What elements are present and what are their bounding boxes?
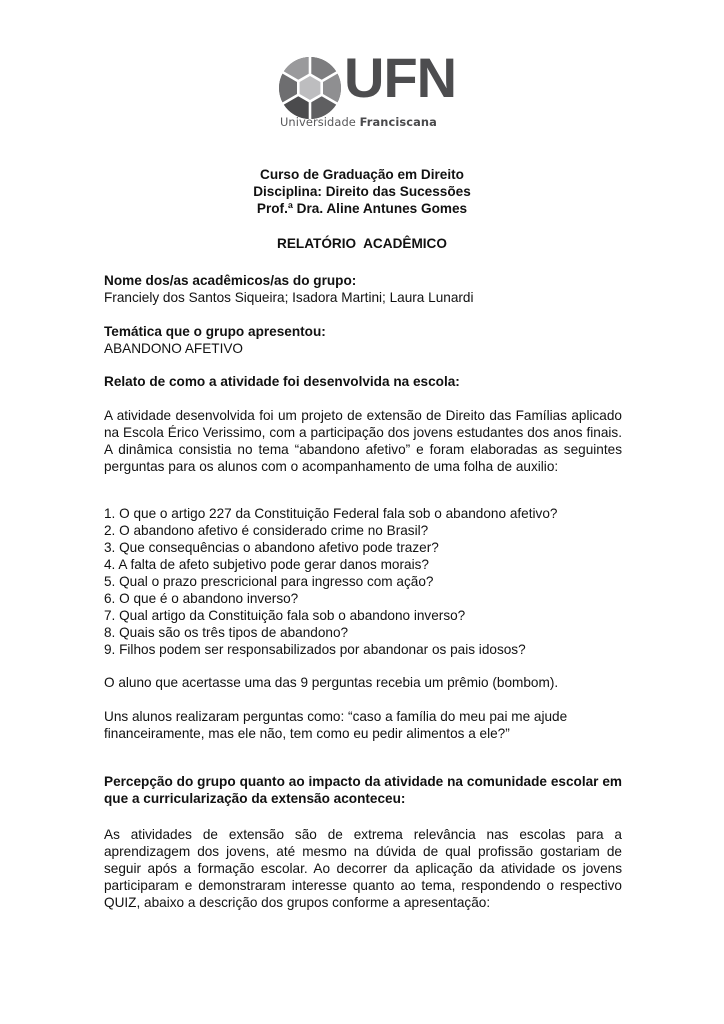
question-item: 5. Qual o prazo prescricional para ingresso com ação? — [104, 574, 434, 589]
activity-heading: Relato de como a atividade foi desenvolvida na escola: — [104, 374, 460, 389]
question-item: 6. O que é o abandono inverso? — [104, 591, 299, 606]
perception-heading: Percepção do grupo quanto ao impacto da atividade na comunidade escolar em que a curricularização da extensão aconteceu: — [104, 774, 622, 806]
theme-label: Temática que o grupo apresentou: — [104, 324, 326, 339]
course-name: Curso de Graduação em Direito — [260, 167, 464, 182]
professor-name: Prof.ª Dra. Aline Antunes Gomes — [256, 201, 468, 216]
questions-list — [104, 505, 622, 658]
logo-subtitle — [280, 115, 437, 129]
students-names: Franciely dos Santos Siqueira; Isadora Martini; Laura Lunardi — [104, 290, 474, 305]
discipline-name: Disciplina: Direito das Sucessões — [253, 184, 471, 199]
document-header — [0, 166, 724, 217]
logo-wordmark: UFN — [344, 46, 457, 109]
theme-section — [104, 323, 622, 357]
prize-note: O aluno que acertasse uma das 9 perguntas recebia um prêmio (bombom). — [104, 675, 559, 690]
logo-subtitle-regular: Universidade — [280, 115, 356, 129]
question-item: 2. O abandono afetivo é considerado crime no Brasil? — [104, 523, 429, 538]
question-item: 8. Quais são os três tipos de abandono? — [104, 625, 349, 640]
report-title: RELATÓRIO ACADÊMICO — [277, 236, 447, 251]
question-item: 3. Que consequências o abandono afetivo pode trazer? — [104, 540, 439, 555]
question-item: 7. Qual artigo da Constituição fala sob o abandono inverso? — [104, 608, 466, 623]
students-section — [104, 272, 622, 306]
question-item: 4. A falta de afeto subjetivo pode gerar danos morais? — [104, 557, 429, 572]
ufn-emblem-icon — [278, 56, 342, 120]
ufn-logo — [278, 46, 457, 132]
question-item: 1. O que o artigo 227 da Constituição Federal fala sob o abandono afetivo? — [104, 506, 558, 521]
theme-value: ABANDONO AFETIVO — [104, 341, 243, 356]
question-item: 9. Filhos podem ser responsabilizados por abandonar os pais idosos? — [104, 642, 526, 657]
student-questions: Uns alunos realizaram perguntas como: “caso a família do meu pai me ajude financeiramente, mas ele não, tem como eu pedir alimentos a ele?” — [104, 709, 568, 741]
perception-paragraph: As atividades de extensão são de extrema relevância nas escolas para a aprendizagem dos jovens, até mesmo na dúvida de qual profissão gostariam de seguir após a formação escolar. Ao decorrer da aplicação da atividade os jovens participaram e demonstraram interesse quanto ao tema, respondendo o respectivo QUIZ, abaixo a descrição dos grupos conforme a apresentação: — [104, 827, 622, 910]
activity-paragraph: A atividade desenvolvida foi um projeto de extensão de Direito das Famílias aplicado na Escola Érico Verissimo, com a participação dos jovens estudantes dos anos finais. A dinâmica consistia no tema “abandono afetivo” e foram elaboradas as seguintes perguntas para os alunos com o acompanhamento de uma folha de auxilio: — [104, 408, 622, 474]
logo-subtitle-bold: Franciscana — [359, 115, 437, 129]
students-label: Nome dos/as acadêmicos/as do grupo: — [104, 273, 357, 288]
